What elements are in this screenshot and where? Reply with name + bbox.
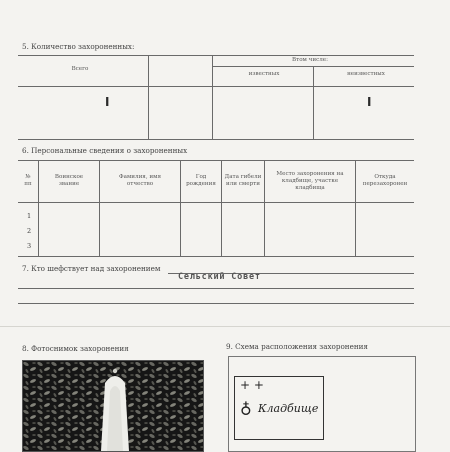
- section8-title: 8. Фотоснимок захоронения: [22, 344, 129, 353]
- section6-col-1: [38, 160, 39, 256]
- section5-sub-rule: [212, 66, 414, 67]
- header-from: Откуда перезахоронен: [362, 174, 408, 187]
- section5-divider-1: [148, 55, 149, 139]
- header-name: Фамилия, имя отчество: [118, 174, 162, 187]
- header-place: Место захоронения на кладбище, участке кладбища: [276, 171, 344, 191]
- total-value: I: [105, 95, 110, 109]
- section6-col-6: [355, 160, 356, 256]
- crosses-mark: + +: [240, 378, 264, 392]
- col-total-header: Всего: [71, 66, 89, 72]
- page-fold: [0, 326, 450, 327]
- section5-bottom-rule: [18, 139, 414, 140]
- section5-top-rule: [18, 55, 414, 56]
- col-inclusive-header: Втом числе:: [291, 57, 328, 63]
- section5-header-rule: [18, 86, 414, 87]
- row-number: 1: [27, 212, 32, 220]
- section9-title: 9. Схема расположения захоронения: [226, 342, 368, 351]
- section6-title: 6. Персональные сведения о захороненных: [22, 146, 188, 155]
- section5-divider-3: [313, 66, 314, 139]
- curator-stamp: Сельский Совет: [178, 272, 261, 282]
- section7-title: 7. Кто шефствует над захоронением: [22, 264, 161, 273]
- grave-photo-image: [23, 361, 203, 451]
- header-year: Год рождения: [186, 174, 216, 187]
- section5-divider-2: [212, 55, 213, 139]
- unknown-value: I: [367, 95, 372, 109]
- cemetery-symbol-icon: ♁: [240, 398, 252, 417]
- section6-col-2: [99, 160, 100, 256]
- header-num: № пп: [24, 174, 32, 187]
- row-number: 3: [27, 242, 32, 250]
- section7-rule-3: [18, 303, 414, 304]
- row-number: 2: [27, 227, 32, 235]
- col-known-header: известных: [248, 71, 280, 77]
- col-unknown-header: неизвестных: [347, 71, 385, 77]
- grave-photo: [22, 360, 204, 452]
- section5-title: 5. Количество захороненных:: [22, 42, 135, 51]
- section6-bottom-rule: [18, 256, 414, 257]
- section7-rule-2: [18, 288, 414, 289]
- header-death: Дата гибели или смерти: [224, 174, 262, 187]
- section6-col-3: [180, 160, 181, 256]
- header-rank: Воинское звание: [54, 174, 84, 187]
- cemetery-label: Кладбище: [258, 402, 319, 415]
- section6-col-5: [264, 160, 265, 256]
